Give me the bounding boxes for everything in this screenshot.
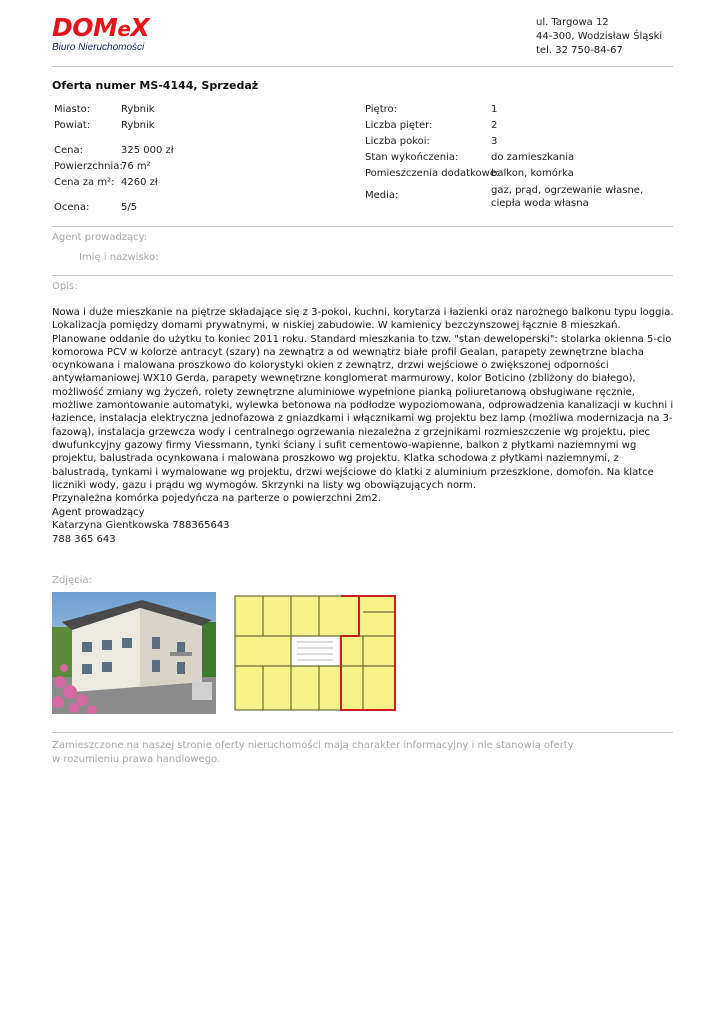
detail-value-utilities: gaz, prąd, ogrzewanie własne, ciepła woda własna [491,185,644,209]
contact-address [536,16,662,58]
disclaimer-line-1: Zamieszczone na naszej stronie oferty nieruchomości mają charakter informacyjny i nie stanowią oferty [52,740,574,751]
agent-line-name: Katarzyna Gientkowska 788365643 [52,520,230,532]
agent-line-phone: 788 365 643 [52,533,116,545]
description-paragraph: Przynależna komórka pojedyńcza na parterze o powierzchni 2m2. [52,493,381,505]
details-divider [52,226,673,227]
detail-value-extra-rooms: balkon, komórka [491,168,574,179]
offer-title: Oferta numer MS-4144, Sprzedaż [52,79,259,92]
header-divider [52,66,673,67]
detail-label-utilities: Media: [365,190,399,201]
detail-value-county: Rybnik [121,120,155,131]
details-right [365,104,675,224]
detail-value-city: Rybnik [121,104,155,115]
agent-divider [52,275,673,276]
detail-label-area: Powierzchnia: [54,161,123,172]
legal-disclaimer [52,739,574,767]
address-street: ul. Targowa 12 [536,17,609,28]
detail-value-price-per-m2: 4260 zł [121,177,158,188]
detail-label-county: Powiat: [54,120,91,131]
floor-plan-photo[interactable] [233,592,399,714]
detail-label-extra-rooms: Pomieszczenia dodatkowe: [365,168,500,179]
detail-label-rating: Ocena: [54,202,90,213]
detail-label-city: Miasto: [54,104,91,115]
company-logo [52,14,182,56]
detail-label-price-per-m2: Cena za m²: [54,177,115,188]
detail-label-floors-count: Liczba pięter: [365,120,433,131]
detail-label-rooms: Liczba pokoi: [365,136,430,147]
detail-value-area: 76 m² [121,161,151,172]
detail-label-finish: Stan wykończenia: [365,152,459,163]
detail-value-finish: do zamieszkania [491,152,575,163]
detail-value-rooms: 3 [491,136,498,147]
logo-wordmark: DOMeX [52,13,150,42]
detail-value-floor: 1 [491,104,498,115]
address-city: 44-300, Wodzisław Śląski [536,31,663,42]
agent-heading: Agent prowadzący: [52,232,148,243]
detail-value-floors-count: 2 [491,120,498,131]
building-photo[interactable] [52,592,216,714]
description-body [52,306,674,505]
detail-value-price: 325 000 zł [121,145,174,156]
footer-divider [52,732,673,733]
description-heading: Opis: [52,281,78,292]
logo-subtitle: Biuro Nieruchomości [52,42,145,53]
description-agent-contact [52,506,230,546]
agent-line-title: Agent prowadzący [52,507,145,518]
detail-label-price: Cena: [54,145,83,156]
photos-heading: Zdjęcia: [52,575,92,586]
description-paragraph: Nowa i duże mieszkanie na piętrze składające się z 3-pokoi, kuchni, korytarza i łazienki oraz narożnego balkonu typu loggia. Lokalizacja pomiędzy domami prywatnymi, w niskiej zabudowie. W kamienicy bezczynszowej łącznie 8 mieszkań. Planowane oddanie do użytku to koniec 2011 roku. Standard mieszkania to tzw. "stan deweloperski": stolarka okienna 5-cio komorowa PCV w kolorze antracyt (szary) na zewnątrz a od wewnątrz białe profil Gealan, parapety zewnętrzne blacha ocynkowana i malowana proszkowo do kolorystyki okien z zewnątrz, drzwi wejściowe o zwiększonej odporności antywłamaniowej WX10 Gerda, parapety wewnętrzne konglomerat marmurowy, kolor Boticino (zbliżony do białego), możliwość zmiany wg życzeń, rolety zewnętrzne aluminiowe wypełnione pianką poliuretanową obsługiwane ręcznie, możliwe zamontowanie automatyki, wylewka betonowa na podłodze wypoziomowana, odprowadzenia kanalizacji w kuchni i łazience, instalacja elektryczna jednofazowa z gniazdkami i włącznikami wg projektu bez lamp (możliwa modernizacja na 3-fazową), instalacja grzewcza wody i centralnego ogrzewania niezależna z grzejnikami rozmieszczenie wg projektu, piec dwufunkcyjny gazowy firmy Viessmann, tynki ściany i sufit cementowo-wapienne, balkon z płytkami naziemnymi wg projektu, balustrada ocynkowana i malowana proszkowo wg projektu. Klatka schodowa z płytkami naziemnymi, z balustradą, tynkami i wymalowane wg projektu, drzwi wejściowe do klatki z aluminium przeszklone, domofon. Na klatce liczniki wody, gazu i prądu wg wymogów. Skrzynki na listy wg obowiązujących norm. [52,307,674,491]
disclaimer-line-2: w rozumieniu prawa handlowego. [52,754,221,765]
detail-label-floor: Piętro: [365,104,398,115]
agent-name-label: Imię i nazwisko: [79,252,159,263]
address-phone: tel. 32 750-84-67 [536,45,623,56]
detail-value-rating: 5/5 [121,202,138,213]
details-left [54,104,354,224]
